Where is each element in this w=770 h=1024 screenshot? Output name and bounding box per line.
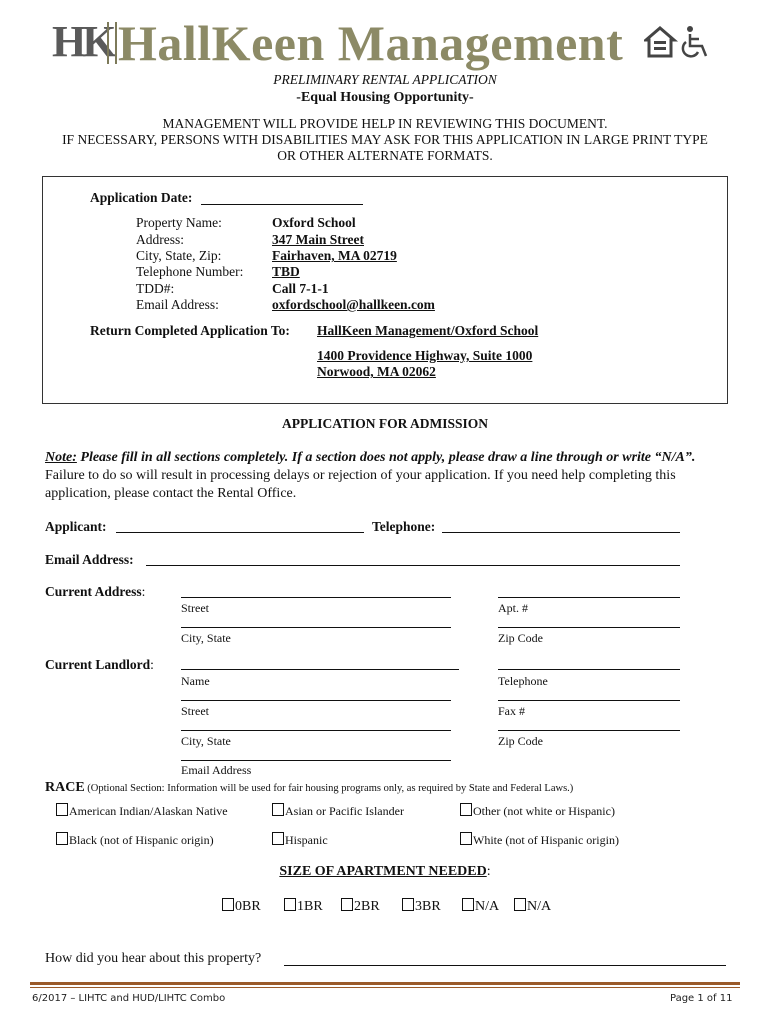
company-logo: [52, 14, 722, 70]
checkbox[interactable]: [460, 832, 472, 845]
race-note: (Optional Section: Information will be used for fair housing programs only, as required by State and Federal Laws.): [84, 783, 574, 794]
race-option-hispanic[interactable]: Hispanic: [272, 832, 328, 848]
landlord-phone-caption: Telephone: [498, 674, 548, 688]
tdd-value: Call 7-1-1: [272, 281, 329, 296]
form-subtitle: -Equal Housing Opportunity-: [296, 90, 474, 105]
size-option-3br[interactable]: 3BR: [402, 898, 441, 915]
checkbox[interactable]: [272, 803, 284, 816]
size-option-na-2[interactable]: N/A: [514, 898, 551, 915]
telephone-field[interactable]: [442, 532, 680, 533]
current-landlord-label: Current Landlord:: [45, 657, 154, 672]
checkbox[interactable]: [56, 803, 68, 816]
hear-about-field[interactable]: [284, 965, 726, 966]
address-label: Address:: [136, 232, 184, 247]
notice-line-3: OR OTHER ALTERNATE FORMATS.: [277, 148, 493, 163]
logo-text: HallKeen Management: [118, 15, 624, 71]
race-heading: [45, 778, 573, 796]
application-date-label: Application Date:: [90, 190, 193, 205]
note-italic: Please fill in all sections completely. If a section does not apply, please draw a line through or write “N/A”.: [76, 450, 696, 465]
checkbox[interactable]: [284, 898, 296, 911]
race-option-asian[interactable]: Asian or Pacific Islander: [272, 803, 404, 819]
notice-line-1: MANAGEMENT WILL PROVIDE HELP IN REVIEWING THIS DOCUMENT.: [162, 116, 608, 131]
size-option-na-1[interactable]: N/A: [462, 898, 499, 915]
race-option-black[interactable]: Black (not of Hispanic origin): [56, 832, 214, 848]
race-option-white[interactable]: White (not of Hispanic origin): [460, 832, 619, 848]
size-option-0br[interactable]: 0BR: [222, 898, 261, 915]
size-option-1br[interactable]: 1BR: [284, 898, 323, 915]
wheelchair-icon: [683, 26, 706, 56]
street-field[interactable]: [181, 597, 451, 598]
apt-caption: Apt. #: [498, 601, 528, 615]
phone-value: TBD: [272, 264, 300, 279]
email-address-label: Email Address:: [45, 552, 134, 567]
landlord-street-field[interactable]: [181, 700, 451, 701]
checkbox[interactable]: [514, 898, 526, 911]
page-number: Page 1 of 11: [670, 993, 733, 1004]
footer-rule-thin: [30, 987, 740, 988]
landlord-name-field[interactable]: [181, 669, 459, 670]
email-address-field[interactable]: [146, 565, 680, 566]
note-rest: Failure to do so will result in processing delays or rejection of your application. If you need help completing this application, please contact the Rental Office.: [45, 468, 676, 501]
race-option-american-indian[interactable]: American Indian/Alaskan Native: [56, 803, 228, 819]
landlord-fax-caption: Fax #: [498, 704, 525, 718]
application-date-field[interactable]: [201, 204, 363, 205]
checkbox[interactable]: [222, 898, 234, 911]
landlord-email-field[interactable]: [181, 760, 451, 761]
race-label: RACE: [45, 780, 85, 795]
return-city: Norwood, MA 02062: [317, 364, 436, 379]
form-title: PRELIMINARY RENTAL APPLICATION: [273, 72, 497, 87]
footer-version: 6/2017 – LIHTC and HUD/LIHTC Combo: [32, 993, 226, 1004]
city-value: Fairhaven, MA 02719: [272, 248, 397, 263]
landlord-city-caption: City, State: [181, 734, 231, 748]
equal-housing-icon: [646, 28, 674, 56]
checkbox[interactable]: [272, 832, 284, 845]
city-state-caption: City, State: [181, 631, 231, 645]
telephone-label: Telephone:: [372, 519, 436, 534]
city-label: City, State, Zip:: [136, 248, 222, 263]
phone-label: Telephone Number:: [136, 264, 244, 279]
race-option-other[interactable]: Other (not white or Hispanic): [460, 803, 615, 819]
email-label: Email Address:: [136, 297, 219, 312]
landlord-street-caption: Street: [181, 704, 209, 718]
note-label: Note:: [45, 450, 77, 465]
street-caption: Street: [181, 601, 209, 615]
tdd-label: TDD#:: [136, 281, 175, 296]
landlord-email-caption: Email Address: [181, 763, 252, 777]
applicant-label: Applicant:: [45, 519, 107, 534]
return-name: HallKeen Management/Oxford School: [317, 323, 539, 338]
checkbox[interactable]: [56, 832, 68, 845]
checkbox[interactable]: [341, 898, 353, 911]
notice-line-2: IF NECESSARY, PERSONS WITH DISABILITIES MAY ASK FOR THIS APPLICATION IN LARGE PRINT TYPE: [62, 132, 708, 147]
landlord-zip-caption: Zip Code: [498, 734, 543, 748]
address-value: 347 Main Street: [272, 232, 364, 247]
current-address-label: Current Address:: [45, 584, 146, 599]
apartment-size-heading: SIZE OF APARTMENT NEEDED:: [279, 864, 491, 879]
email-value[interactable]: oxfordschool@hallkeen.com: [272, 297, 435, 312]
checkbox[interactable]: [462, 898, 474, 911]
logo-divider: [107, 22, 117, 64]
property-name-label: Property Name:: [136, 215, 222, 230]
landlord-zip-field[interactable]: [498, 730, 680, 731]
footer-rule: [30, 982, 740, 985]
zip-field[interactable]: [498, 627, 680, 628]
return-label: Return Completed Application To:: [90, 323, 290, 338]
return-street: 1400 Providence Highway, Suite 1000: [317, 348, 533, 363]
size-option-2br[interactable]: 2BR: [341, 898, 380, 915]
applicant-field[interactable]: [116, 532, 364, 533]
checkbox[interactable]: [460, 803, 472, 816]
landlord-city-field[interactable]: [181, 730, 451, 731]
apt-field[interactable]: [498, 597, 680, 598]
hear-about-label: How did you hear about this property?: [45, 951, 262, 966]
landlord-fax-field[interactable]: [498, 700, 680, 701]
logo-monogram: HK: [52, 17, 113, 66]
landlord-phone-field[interactable]: [498, 669, 680, 670]
checkbox[interactable]: [402, 898, 414, 911]
landlord-name-caption: Name: [181, 674, 210, 688]
zip-caption: Zip Code: [498, 631, 543, 645]
note-paragraph: [45, 449, 715, 503]
equal-housing-accessibility-icon: [644, 24, 714, 60]
section-title: APPLICATION FOR ADMISSION: [281, 416, 489, 431]
city-state-field[interactable]: [181, 627, 451, 628]
property-name-value: Oxford School: [272, 215, 356, 230]
